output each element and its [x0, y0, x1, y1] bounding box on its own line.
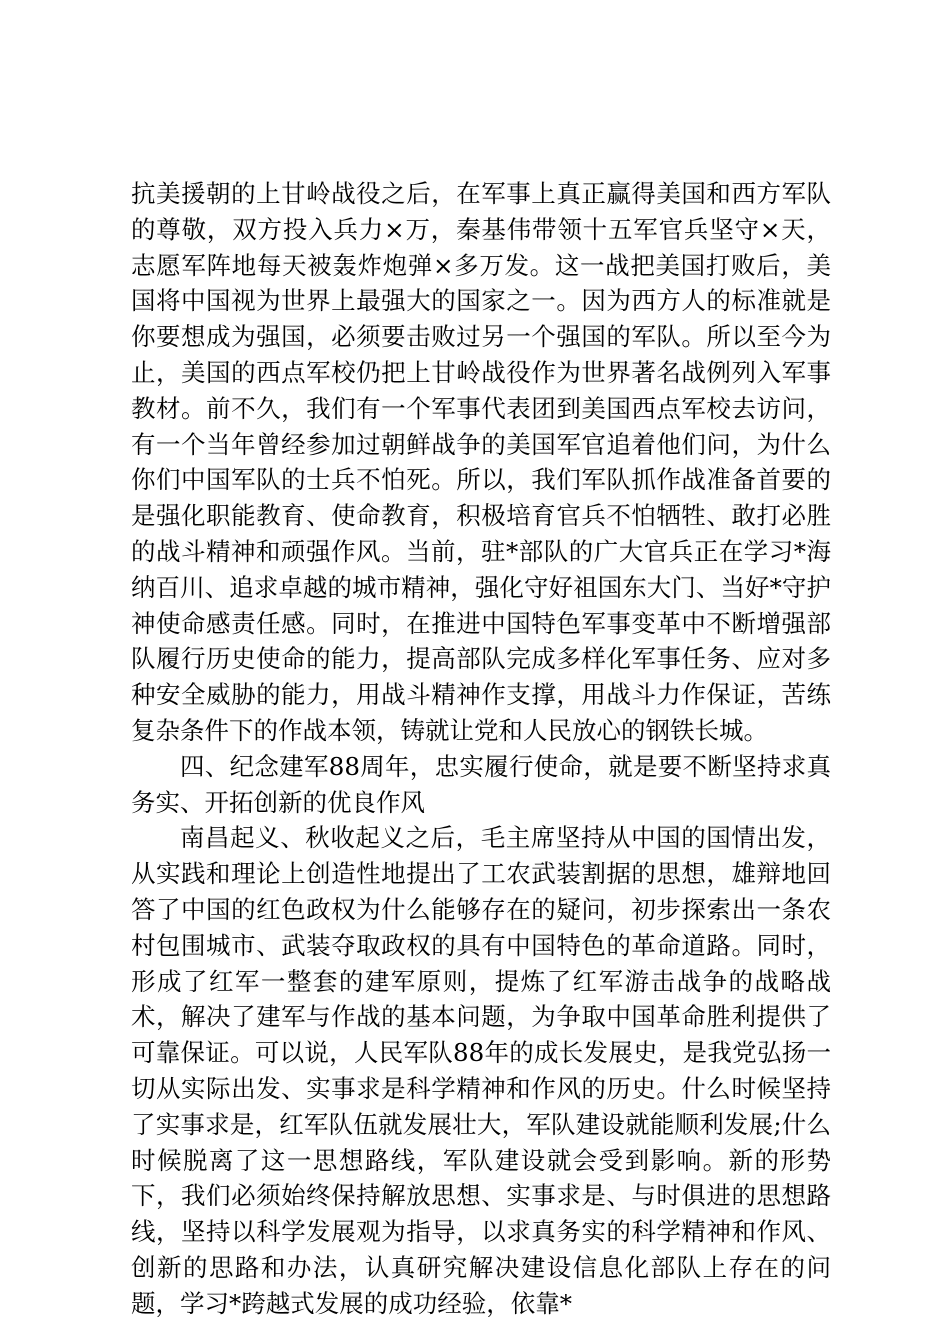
document-page	[131, 176, 831, 1322]
paragraph-1: 抗美援朝的上甘岭战役之后，在军事上真正赢得美国和西方军队的尊敬，双方投入兵力×万，秦基伟带领十五军官兵坚守×天，志愿军阵地每天被轰炸炮弹×多万发。这一战把美国打败后，美国将中国视为世界上最强大的国家之一。因为西方人的标准就是你要想成为强国，必须要击败过另一个强国的军队。所以至今为止，美国的西点军校仍把上甘岭战役作为世界著名战例列入军事教材。前不久，我们有一个军事代表团到美国西点军校去访问，有一个当年曾经参加过朝鲜战争的美国军官追着他们问，为什么你们中国军队的士兵不怕死。所以，我们军队抓作战准备首要的是强化职能教育、使命教育，积极培育官兵不怕牺牲、敢打必胜的战斗精神和顽强作风。当前，驻*部队的广大官兵正在学习*海纳百川、追求卓越的城市精神，强化守好祖国东大门、当好*守护神使命感责任感。同时，在推进中国特色军事变革中不断增强部队履行历史使命的能力，提高部队完成多样化军事任务、应对多种安全威胁的能力，用战斗精神作支撑，用战斗力作保证，苦练复杂条件下的作战本领，铸就让党和人民放心的钢铁长城。	[131, 179, 831, 745]
paragraph-2: 南昌起义、秋收起义之后，毛主席坚持从中国的国情出发，从实践和理论上创造性地提出了工农武装割据的思想，雄辩地回答了中国的红色政权为什么能够存在的疑问，初步探索出一条农村包围城市、武装夺取政权的具有中国特色的革命道路。同时，形成了红军一整套的建军原则，提炼了红军游击战争的战略战术，解决了建军与作战的基本问题，为争取中国革命胜利提供了可靠保证。可以说，人民军队88年的成长发展史，是我党弘扬一切从实际出发、实事求是科学精神和作风的历史。什么时候坚持了实事求是，红军队伍就发展壮大，军队建设就能顺利发展;什么时候脱离了这一思想路线，军队建设就会受到影响。新的形势下，我们必须始终保持解放思想、实事求是、与时俱进的思想路线，坚持以科学发展观为指导，以求真务实的科学精神和作风、创新的思路和办法，认真研究解决建设信息化部队上存在的问题，学习*跨越式发展的成功经验，依靠*	[131, 823, 831, 1318]
section-heading-4: 四、纪念建军88周年，忠实履行使命，就是要不断坚持求真务实、开拓创新的优良作风	[131, 751, 831, 817]
